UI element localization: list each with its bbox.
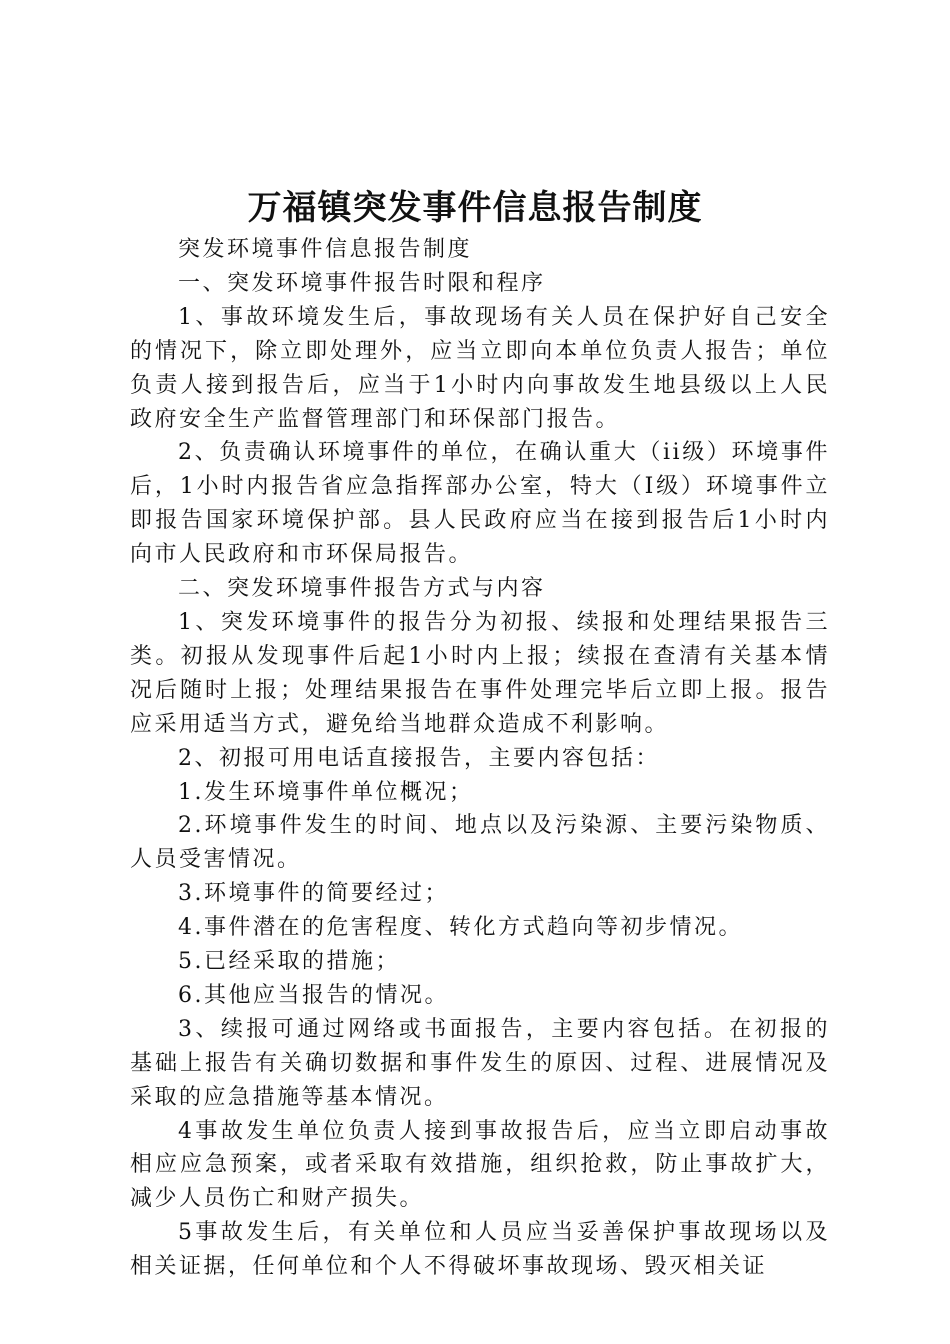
paragraph: 2、负责确认环境事件的单位，在确认重大（ii级）环境事件后，1小时内报告省应急指挥部办公室，特大（Ⅰ级）环境事件立即报告国家环境保护部。县人民政府应当在接到报告后1小时内向市人民政府和市环保局报告。: [130, 440, 830, 568]
paragraph: 2、初报可用电话直接报告，主要内容包括：: [178, 745, 660, 771]
section-heading-1: 一、突发环境事件报告时限和程序: [178, 270, 546, 296]
paragraph-subtitle: 突发环境事件信息报告制度: [178, 237, 473, 262]
document-title: 万福镇突发事件信息报告制度: [247, 188, 703, 228]
list-item: 6.其他应当报告的情况。: [178, 982, 449, 1008]
list-item: 3.环境事件的简要经过；: [178, 881, 449, 907]
paragraph: 1、事故环境发生后，事故现场有关人员在保护好自己安全的情况下，除立即处理外，应当立即向本单位负责人报告；单位负责人接到报告后，应当于1小时内向事故发生地县级以上人民政府安全生产监督管理部门和环保部门报告。: [130, 304, 830, 432]
paragraph: 1、突发环境事件的报告分为初报、续报和处理结果报告三类。初报从发现事件后起1小时内上报；续报在查清有关基本情况后随时上报；处理结果报告在事件处理完毕后立即上报。报告应采用适当方式，避免给当地群众造成不利影响。: [130, 609, 830, 737]
paragraph: 5事故发生后，有关单位和人员应当妥善保护事故现场以及相关证据，任何单位和个人不得破坏事故现场、毁灭相关证: [130, 1220, 830, 1280]
paragraph: 3、续报可通过网络或书面报告，主要内容包括。在初报的基础上报告有关确切数据和事件发生的原因、过程、进展情况及采取的应急措施等基本情况。: [130, 1016, 830, 1110]
list-item: 1.发生环境事件单位概况；: [178, 779, 474, 805]
list-item: 2.环境事件发生的时间、地点以及污染源、主要污染物质、人员受害情况。: [130, 813, 830, 873]
list-item: 4.事件潜在的危害程度、转化方式趋向等初步情况。: [178, 915, 743, 941]
paragraph: 4事故发生单位负责人接到事故报告后，应当立即启动事故相应应急预案，或者采取有效措施，组织抢救，防止事故扩大，减少人员伤亡和财产损失。: [130, 1118, 830, 1212]
list-item: 5.已经采取的措施；: [178, 949, 400, 975]
section-heading-2: 二、突发环境事件报告方式与内容: [178, 576, 546, 602]
document-body: [130, 233, 830, 1284]
